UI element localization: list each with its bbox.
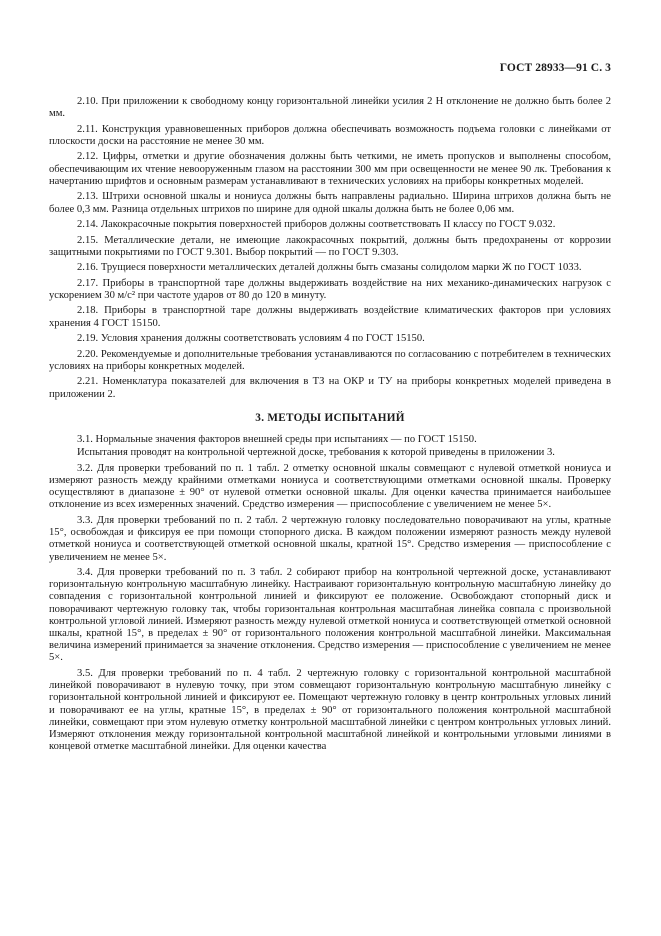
paragraph-3-1-cont: Испытания проводят на контрольной чертежной доске, требования к которой приведены в приложении 3. xyxy=(77,447,555,459)
paragraph-2-21: 2.21. Номенклатура показателей для включения в ТЗ на ОКР и ТУ на приборы конкретных моделей приведена в приложении 2. xyxy=(49,376,611,400)
document-body xyxy=(49,96,611,757)
paragraph-2-16: 2.16. Трущиеся поверхности металлических деталей должны быть смазаны солидолом марки Ж по ГОСТ 1033. xyxy=(77,262,582,274)
paragraph-2-15: 2.15. Металлические детали, не имеющие лакокрасочных покрытий, должны быть предохранены от коррозии защитными покрытиями по ГОСТ 9.301. Выбор покрытий — по ГОСТ 9.303. xyxy=(49,234,611,258)
paragraph-3-5: 3.5. Для проверки требований по п. 4 табл. 2 чертежную головку с горизонтальной контрольной масштабной линейкой поворачивают в нулевую точку, при этом совмещают горизонтальную контрольную масштабную линейку с горизонтальной контрольной линией и фиксируют ее. Помещают чертежную головку в центр контрольных угловых линий и поворачивают ее на углы, кратные 15°, в пределах ± 90° от горизонтального положения контрольной масштабной линейки, совмещают при этом нулевую отметку контрольной масштабной линейки с центром контрольных угловых линий. Измеряют отклонения между горизонтальной контрольной масштабной линейкой и контрольными угловыми линиями в концевой отметке масштабной линейки. Для оценки качества xyxy=(49,667,611,753)
paragraph-2-13: 2.13. Штрихи основной шкалы и нониуса должны быть направлены радиально. Ширина штрихов должна быть не более 0,3 мм. Разница отдельных штрихов по ширине для одной шкалы должна быть не более 0,06 мм. xyxy=(49,191,611,215)
paragraph-3-2: 3.2. Для проверки требований по п. 1 табл. 2 отметку основной шкалы совмещают с нулевой отметкой нониуса и измеряют разность между крайними отметками нониуса и соответствующими отметками основной шкалы. Проверку осуществляют в диапазоне ± 90° от нулевой отметки основной шкалы. Для оценки качества принимается наибольшее отклонение из всех измеренных значений. Средство измерения — приспособление с увеличением не менее 5×. xyxy=(49,462,611,511)
paragraph-2-14: 2.14. Лакокрасочные покрытия поверхностей приборов должны соответствовать II классу по ГОСТ 9.032. xyxy=(77,219,556,231)
page-header: ГОСТ 28933—91 С. 3 xyxy=(499,62,611,74)
paragraph-2-12: 2.12. Цифры, отметки и другие обозначения должны быть четкими, не иметь пропусков и выполнены способом, обеспечивающим их чтение невооруженным глазом на расстоянии 300 мм при освещенности не менее 90 лк. Требования к начертанию шрифтов и основным размерам устанавливают в технических условиях на приборы конкретных моделей. xyxy=(49,151,611,187)
paragraph-3-1: 3.1. Нормальные значения факторов внешней среды при испытаниях — по ГОСТ 15150. xyxy=(77,433,477,445)
paragraph-2-10: 2.10. При приложении к свободному концу горизонтальной линейки усилия 2 Н отклонение не должно быть более 2 мм. xyxy=(49,96,611,120)
section-heading: 3. МЕТОДЫ ИСПЫТАНИЙ xyxy=(255,411,405,424)
paragraph-2-17: 2.17. Приборы в транспортной таре должны выдерживать воздействие на них механико-динамических нагрузок с ускорением 30 м/с² при частоте ударов от 80 до 120 в минуту. xyxy=(49,277,611,301)
paragraph-2-11: 2.11. Конструкция уравновешенных приборов должна обеспечивать возможность подъема головки с линейками от плоскости доски на расстояние не менее 30 мм. xyxy=(49,123,611,147)
paragraph-3-3: 3.3. Для проверки требований по п. 2 табл. 2 чертежную головку последовательно поворачивают на углы, кратные 15°, освобождая и фиксируя ее при помощи стопорного диска. В каждом положении измеряют разность между нулевой отметкой нониуса и соответствующей отметкой основной шкалы, кратной 15°. Средство измерения — приспособление с увеличением не менее 5×. xyxy=(49,514,611,563)
paragraph-2-18: 2.18. Приборы в транспортной таре должны выдерживать воздействие климатических факторов при условиях хранения 4 ГОСТ 15150. xyxy=(49,305,611,329)
paragraph-3-4: 3.4. Для проверки требований по п. 3 табл. 2 собирают прибор на контрольной чертежной доске, устанавливают горизонтальную контрольную масштабную линейку. Настраивают горизонтальную контрольную масштабную линейку до совпадения с горизонтальной контрольной линией и фиксируют ее положение. Освобождают стопорный диск и поворачивают чертежную головку так, чтобы горизонтальная контрольная масштабная линейка совпала с произвольной контрольной угловой линией. Измеряют разность между нулевой отметкой нониуса и соответствующей отметкой основной шкалы, кратной 15°, в пределах ± 90° от горизонтального положения контрольной масштабной линейки. Максимальная величина измерений принимается за значение отклонения. Средство измерения — приспособление с увеличением не менее 5×. xyxy=(49,567,611,664)
paragraph-2-19: 2.19. Условия хранения должны соответствовать условиям 4 по ГОСТ 15150. xyxy=(77,333,425,345)
paragraph-2-20: 2.20. Рекомендуемые и дополнительные требования устанавливаются по согласованию с потребителем в технических условиях на приборы конкретных моделей. xyxy=(49,348,611,372)
